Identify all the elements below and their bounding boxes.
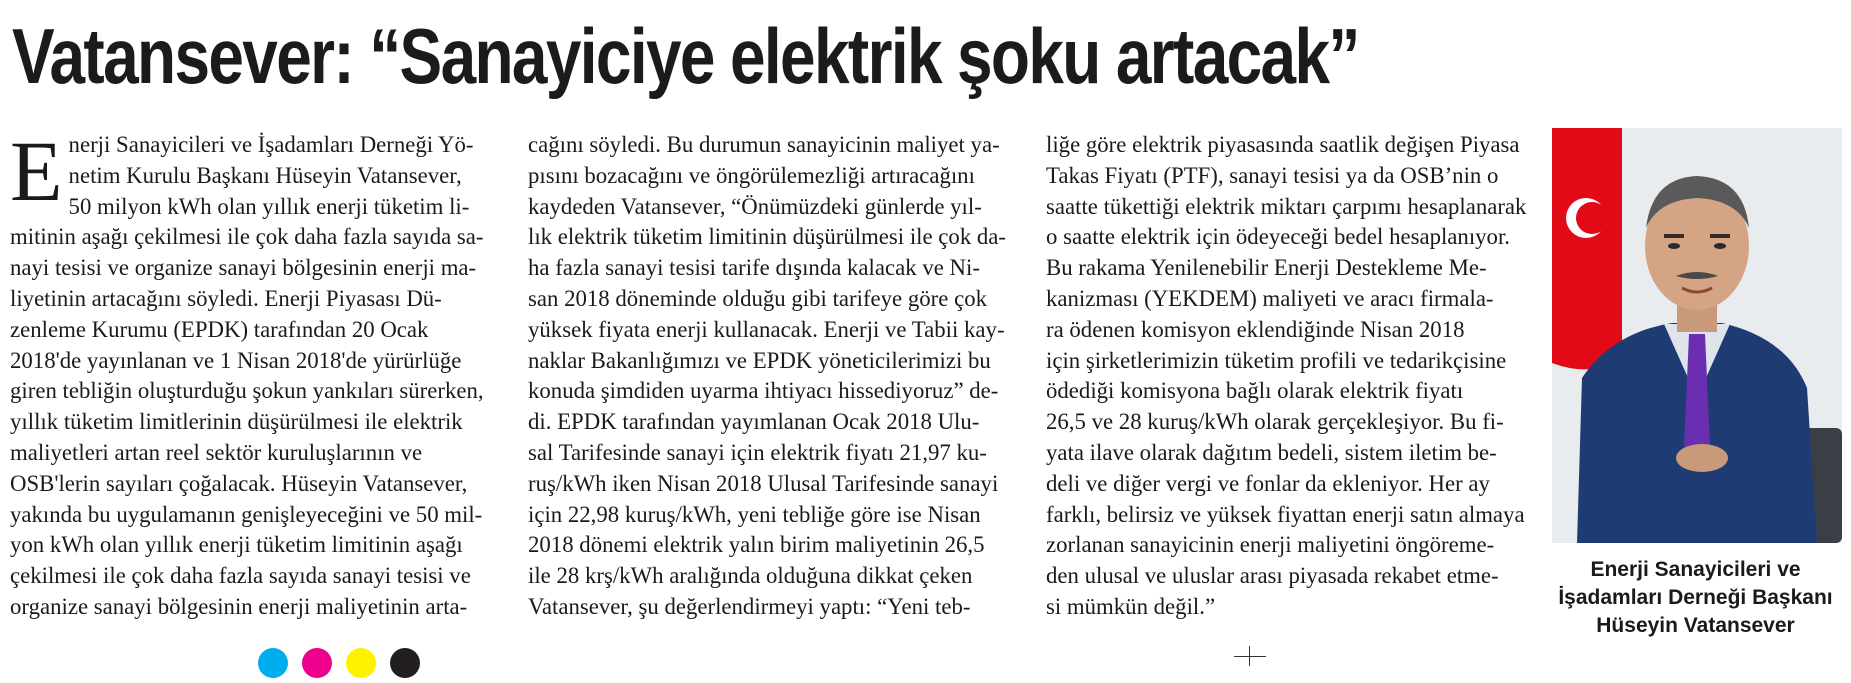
- text-line: Bu rakama Yenilenebilir Enerji Destekleme Me-: [1046, 255, 1487, 281]
- black-dot: [390, 648, 420, 678]
- text-line: yata ilave olarak dağıtım bedeli, sistem iletim be-: [1046, 439, 1497, 465]
- text-line: di. EPDK tarafından yayımlanan Ocak 2018 Ulu-: [528, 409, 980, 435]
- portrait-illustration: [1552, 128, 1842, 543]
- drop-cap: E: [10, 123, 63, 219]
- text-line: sal Tarifesinde sanayi için elektrik fiyatı 21,97 ku-: [528, 439, 987, 465]
- text-line: için şirketlerimizin tüketim profili ve tedarikçisine: [1046, 347, 1507, 373]
- text-line: ruş/kWh iken Nisan 2018 Ulusal Tarifesinde sanayi: [528, 470, 999, 496]
- text-line: cağını söyledi. Bu durumun sanayicinin maliyet ya-: [528, 132, 1000, 157]
- column-2-text: [528, 130, 1014, 623]
- text-line: maliyetleri artan reel sektör kuruluşlarının ve: [10, 439, 423, 465]
- text-line: 2018'de yayınlanan ve 1 Nisan 2018'de yürürlüğe: [10, 347, 462, 373]
- caption-line: Enerji Sanayicileri ve: [1590, 558, 1801, 581]
- photo-caption: [1540, 556, 1851, 640]
- text-line: Vatansever, şu değerlendirmeyi yaptı: “Yeni teb-: [528, 593, 971, 619]
- text-line: zorlanan sanayicinin enerji maliyetini öngöreme-: [1046, 532, 1495, 558]
- text-line: nerji Sanayicileri ve İşadamları Derneği Yö-: [68, 132, 474, 157]
- text-line: ra ödenen komisyon eklendiğinde Nisan 2018: [1046, 316, 1465, 342]
- text-line: naklar Bakanlığımızı ve EPDK yöneticilerimizi bu: [528, 347, 991, 373]
- flag-shape: [1552, 128, 1622, 369]
- caption-line: İşadamları Derneği Başkanı: [1558, 586, 1833, 609]
- portrait-photo: [1552, 128, 1842, 543]
- text-line: organize sanayi bölgesinin enerji maliyetinin arta-: [10, 593, 468, 619]
- text-line: kanizması (YEKDEM) maliyeti ve aracı firmala-: [1046, 285, 1494, 311]
- text-line: zenleme Kurumu (EPDK) tarafından 20 Ocak: [10, 316, 429, 342]
- text-line: Takas Fiyatı (PTF), sanayi tesisi ya da OSB’nin o: [1046, 162, 1499, 188]
- text-line: o saatte elektrik için ödeyeceği bedel hesaplanıyor.: [1046, 224, 1510, 250]
- text-line: OSB'lerin sayıları çoğalacak. Hüseyin Vatansever,: [10, 470, 468, 496]
- text-line: san 2018 döneminde olduğu gibi tarifeye göre çok: [528, 285, 987, 311]
- text-line: yon kWh olan yıllık enerji tüketim limitinin aşağı: [10, 532, 463, 558]
- article-column-1: [10, 123, 496, 623]
- article-column-2: [528, 130, 1014, 623]
- text-line: giren tebliğin oluşturduğu şokun yankıları sürerken,: [10, 378, 484, 404]
- text-line: ödediği komisyona bağlı olarak elektrik fiyatı: [1046, 378, 1464, 404]
- caption-line: Hüseyin Vatansever: [1596, 614, 1795, 637]
- text-line: den ulusal ve uluslar arası piyasada rekabet etme-: [1046, 563, 1499, 589]
- text-line: 50 milyon kWh olan yıllık enerji tüketim li-: [68, 193, 470, 219]
- magenta-dot: [302, 648, 332, 678]
- text-line: saatte tükettiği elektrik miktarı çarpımı hesaplanarak: [1046, 193, 1527, 219]
- text-line: 2018 dönemi elektrik yalın birim maliyetinin 26,5: [528, 532, 985, 558]
- text-line: ile 28 krş/kWh aralığında olduğuna dikkat çeken: [528, 563, 973, 589]
- text-line: kaydeden Vatansever, “Önümüzdeki günlerde yıl-: [528, 193, 982, 219]
- text-line: ha fazla sanayi tesisi tarife dışında kalacak ve Ni-: [528, 255, 980, 281]
- text-line: si mümkün değil.”: [1046, 593, 1216, 619]
- crop-mark-icon: [1234, 646, 1266, 666]
- text-line: çekilmesi ile çok daha fazla sayıda sanayi tesisi ve: [10, 563, 471, 589]
- text-line: pısını bozacağını ve öngörülemezliği artıracağını: [528, 162, 975, 188]
- cyan-dot: [258, 648, 288, 678]
- text-line: yüksek fiyata enerji kullanacak. Enerji ve Tabii kay-: [528, 316, 1005, 342]
- text-line: liyetinin artacağını söyledi. Enerji Piyasası Dü-: [10, 285, 442, 311]
- text-line: konuda şimdiden uyarma ihtiyacı hissediyoruz” de-: [528, 378, 999, 404]
- column-1-text: [10, 123, 496, 623]
- text-line: yıllık tüketim limitlerinin düşürülmesi ile elektrik: [10, 409, 463, 435]
- yellow-dot: [346, 648, 376, 678]
- text-line: liğe göre elektrik piyasasında saatlik değişen Piyasa: [1046, 132, 1520, 157]
- column-3-text: [1046, 130, 1532, 623]
- text-line: lık elektrik tüketim limitinin düşürülmesi ile çok da-: [528, 224, 1007, 250]
- text-line: mitinin aşağı çekilmesi ile çok daha fazla sayıda sa-: [10, 224, 484, 250]
- text-line: nayi tesisi ve organize sanayi bölgesinin enerji ma-: [10, 255, 477, 281]
- text-line: için 22,98 kuruş/kWh, yeni tebliğe göre ise Nisan: [528, 501, 981, 527]
- article-headline: Vatansever: “Sanayiciye elektrik şoku artacak”: [12, 12, 1359, 100]
- text-line: farklı, belirsiz ve yüksek fiyattan enerji satın almaya: [1046, 501, 1525, 527]
- article-column-3: [1046, 130, 1532, 623]
- text-line: netim Kurulu Başkanı Hüseyin Vatansever,: [68, 162, 462, 188]
- text-line: yakında bu uygulamanın genişleyeceğini ve 50 mil-: [10, 501, 483, 527]
- text-line: deli ve diğer vergi ve fonlar da ekleniyor. Her ay: [1046, 470, 1490, 496]
- text-line: 26,5 ve 28 kuruş/kWh olarak gerçekleşiyor. Bu fi-: [1046, 409, 1504, 435]
